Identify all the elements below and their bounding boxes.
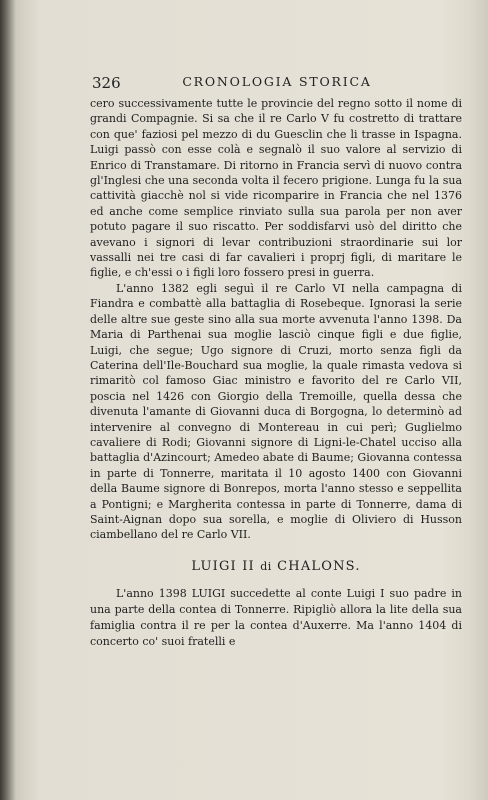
section-title-connector: di: [260, 559, 272, 573]
paragraph-year-1382: L'anno 1382 egli seguì il re Carlo VI nella campagna di Fiandra e combattè alla battaglia di Rosebeque. Ignorasi la serie delle altre sue geste sino alla sua morte avvenuta l'anno 1398. Da Maria di Parthenai sua moglie lasciò cinque figli e due figlie, Luigi, che segue; Ugo signore di Cruzi, morto senza figli da Caterina dell'Ile-Bouchard sua moglie, la quale rimasta vedova si rimaritò col famoso Giac ministro e favorito del re Carlo VII, poscia nel 1426 con Giorgio della Tremoille, quella dessa che divenuta l'amante di Giovanni duca di Borgogna, lo determinò ad intervenire al convegno di Montereau in cui perì; Guglielmo cavaliere di Rodi; Giovanni signore di Ligni-le-Chatel ucciso alla battaglia d'Azincourt; Amedeo abate di Baume; Giovanna contessa in parte di Tonnerre, maritata il 10 agosto 1400 con Giovanni della Baume signore di Bonrepos, morta l'anno stesso e seppellita a Pontigni; e Margherita contessa in parte di Tonnerre, dama di Saint-Aignan dopo sua sorella, e moglie di Oliviero di Husson ciambellano del re Carlo VII.: [90, 281, 462, 542]
page-number: 326: [92, 74, 121, 92]
paragraph-year-1398: L'anno 1398 LUIGI succedette al conte Luigi I suo padre in una parte della contea di Tonnerre. Ripigliò allora la lite della sua famiglia contra il re per la contea d'Auxerre. Ma l'anno 1404 di concerto co' suoi fratelli e: [90, 587, 462, 648]
paragraph-continued: cero successivamente tutte le provincie del regno sotto il nome di grandi Compagnie. Si sa che il re Carlo V fu costretto di trattare con que' faziosi pel mezzo di du Guesclin che li trasse in Ispagna. Luigi passò con esse colà e segnalò il suo valore al servizio di Enrico di Transtamare. Di ritorno in Francia servì di nuovo contra gl'Inglesi che una seconda volta il fecero prigione. Lunga fu la sua cattività giacchè nol si vide ricomparire in Francia che nel 1376 ed anche come semplice rinviato sulla sua parola per non aver potuto pagare il suo riscatto. Per soddisfarvi usò del diritto che avevano i signori di levar contribuzioni straordinarie sui lor vassalli nei tre casi di far cavalieri i proprj figli, di maritare le figlie, e ch'essi o i figli loro fossero presi in guerra.: [90, 97, 462, 280]
page-body: [90, 96, 462, 649]
section-title-house: CHALONS.: [277, 558, 361, 574]
section-title-name: LUIGI II: [191, 558, 255, 574]
section-title: [90, 559, 462, 574]
running-title: CRONOLOGIA STORICA: [182, 74, 372, 89]
